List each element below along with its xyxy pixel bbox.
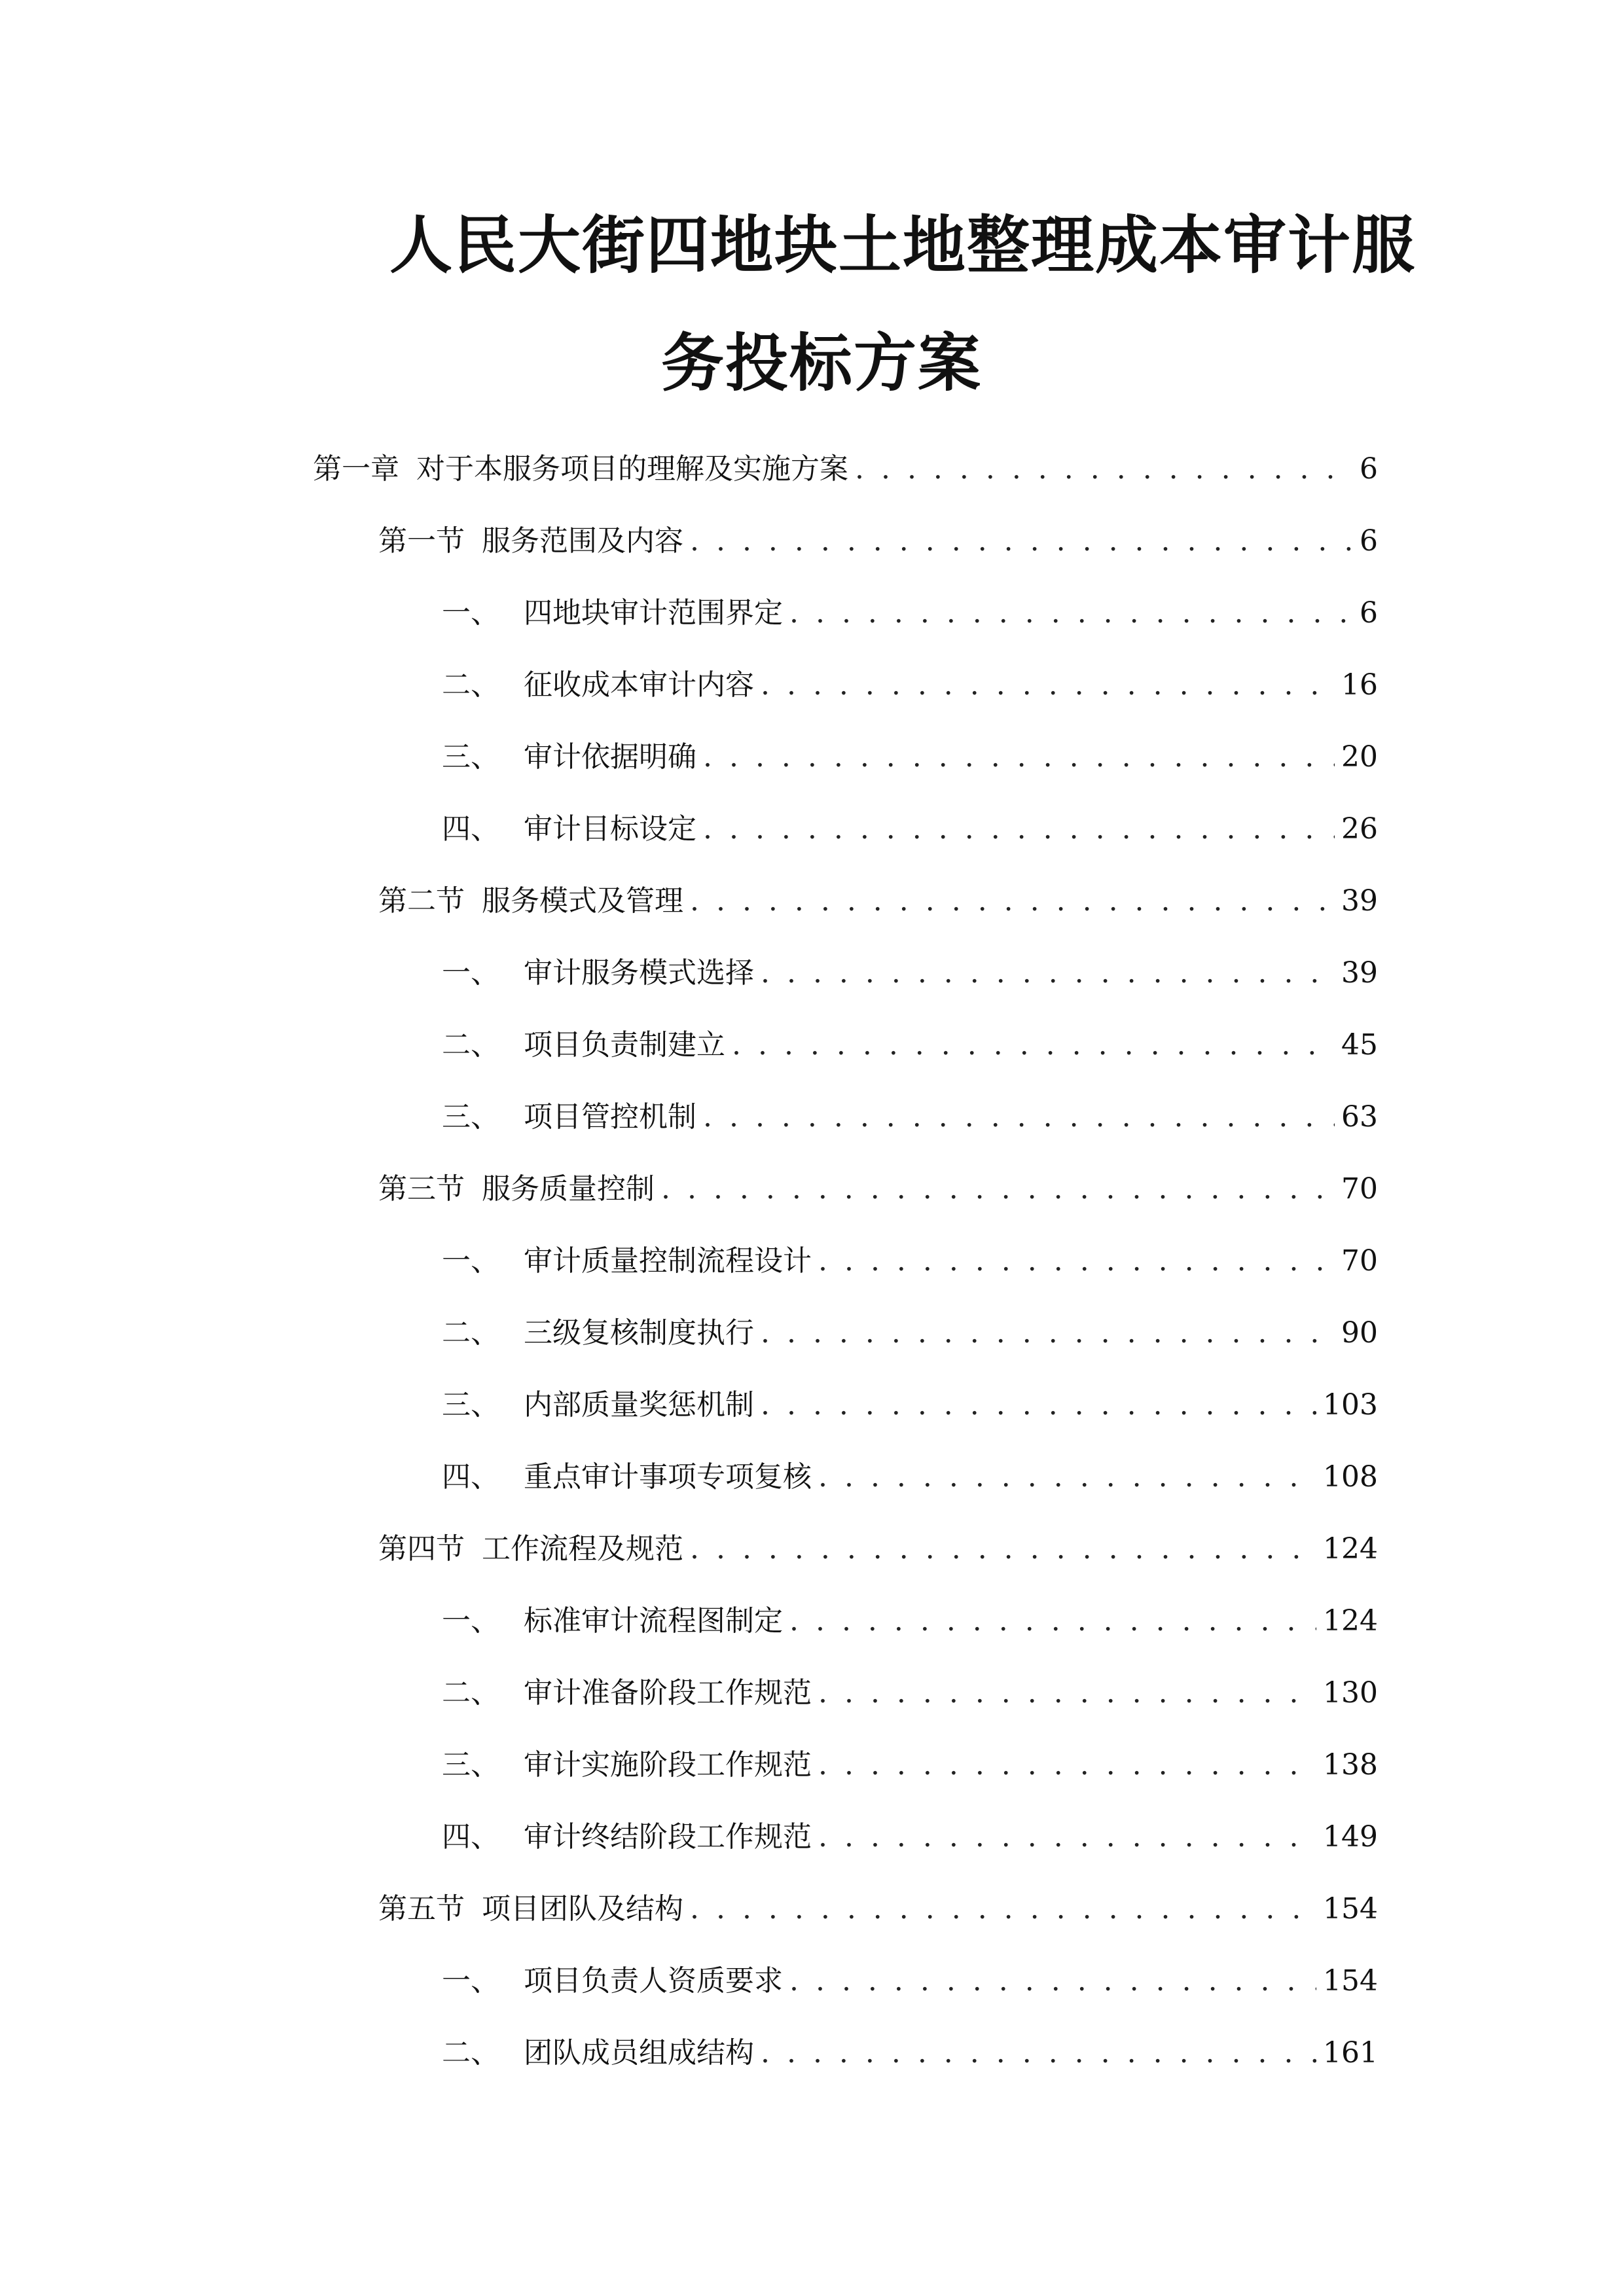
toc-entry-number: 一、 xyxy=(442,1244,499,1278)
toc-entry-item[interactable] xyxy=(0,592,1378,634)
toc-dot-leader xyxy=(761,2032,1316,2074)
toc-dot-leader xyxy=(818,1816,1316,1858)
toc-entry-title: 重点审计事项专项复核 xyxy=(524,1460,812,1494)
toc-entry-number: 三、 xyxy=(442,1748,499,1782)
toc-entry-number: 二、 xyxy=(442,668,499,702)
toc-entry-item[interactable] xyxy=(0,1240,1378,1282)
toc-entry-number: 一、 xyxy=(442,1964,499,1998)
toc-entry-number: 二、 xyxy=(442,1676,499,1710)
toc-entry-title: 服务模式及管理 xyxy=(482,884,683,918)
toc-page-number: 124 xyxy=(1323,1604,1378,1638)
toc-entry-item[interactable] xyxy=(0,1816,1378,1858)
toc-entry-number: 第二节 xyxy=(378,884,465,918)
toc-dot-leader xyxy=(703,736,1335,778)
toc-dot-leader xyxy=(761,952,1335,994)
toc-entry-item[interactable] xyxy=(0,1960,1378,2002)
toc-dot-leader xyxy=(818,1456,1316,1498)
toc-entry-item[interactable] xyxy=(0,2032,1378,2074)
toc-entry-item[interactable] xyxy=(0,1456,1378,1498)
toc-entry-number: 四、 xyxy=(442,1820,499,1854)
toc-entry-number: 第四节 xyxy=(378,1532,465,1566)
toc-entry-title: 服务范围及内容 xyxy=(482,524,683,558)
toc-entry-number: 三、 xyxy=(442,740,499,774)
toc-entry-title: 工作流程及规范 xyxy=(482,1532,683,1566)
toc-entry-title: 服务质量控制 xyxy=(482,1172,655,1206)
toc-entry-number: 一、 xyxy=(442,596,499,630)
toc-entry-item[interactable] xyxy=(0,1384,1378,1426)
title-line-2: 务投标方案 xyxy=(661,327,982,400)
toc-page-number: 70 xyxy=(1341,1244,1378,1278)
toc-entry-chapter-1[interactable] xyxy=(0,448,1378,490)
toc-dot-leader xyxy=(703,1096,1335,1138)
toc-entry-title: 团队成员组成结构 xyxy=(524,2036,754,2070)
toc-page-number: 63 xyxy=(1341,1100,1378,1134)
toc-entry-number: 四、 xyxy=(442,812,499,846)
toc-page-number: 26 xyxy=(1341,812,1378,846)
toc-page-number: 154 xyxy=(1323,1892,1378,1926)
toc-entry-item[interactable] xyxy=(0,664,1378,706)
toc-page-number: 124 xyxy=(1323,1532,1378,1566)
toc-page-number: 16 xyxy=(1341,668,1378,702)
toc-page-number: 130 xyxy=(1323,1676,1378,1710)
toc-page-number: 70 xyxy=(1341,1172,1378,1206)
toc-dot-leader xyxy=(855,448,1353,490)
toc-dot-leader xyxy=(703,808,1335,850)
toc-entry-section-4[interactable] xyxy=(0,1528,1378,1570)
toc-entry-section-3[interactable] xyxy=(0,1168,1378,1210)
toc-entry-title: 审计依据明确 xyxy=(524,740,696,774)
toc-entry-title: 三级复核制度执行 xyxy=(524,1316,754,1350)
toc-dot-leader xyxy=(818,1672,1316,1714)
toc-page-number: 90 xyxy=(1341,1316,1378,1350)
toc-entry-section-2[interactable] xyxy=(0,880,1378,922)
toc-entry-item[interactable] xyxy=(0,1096,1378,1138)
toc-page-number: 39 xyxy=(1341,956,1378,990)
toc-dot-leader xyxy=(732,1024,1335,1066)
toc-entry-number: 二、 xyxy=(442,2036,499,2070)
toc-dot-leader xyxy=(761,1312,1335,1354)
toc-dot-leader xyxy=(789,592,1353,634)
toc-entry-item[interactable] xyxy=(0,1024,1378,1066)
toc-page-number: 20 xyxy=(1341,740,1378,774)
toc-dot-leader xyxy=(789,1960,1316,2002)
toc-entry-title: 项目负责人资质要求 xyxy=(524,1964,783,1998)
toc-entry-title: 项目管控机制 xyxy=(524,1100,696,1134)
toc-entry-title: 四地块审计范围界定 xyxy=(524,596,783,630)
toc-entry-title: 对于本服务项目的理解及实施方案 xyxy=(416,452,848,486)
toc-page-number: 108 xyxy=(1323,1460,1378,1494)
toc-entry-title: 内部质量奖惩机制 xyxy=(524,1388,754,1422)
toc-dot-leader xyxy=(690,1528,1316,1570)
toc-dot-leader xyxy=(690,1888,1316,1930)
toc-page-number: 45 xyxy=(1341,1028,1378,1062)
toc-entry-number: 二、 xyxy=(442,1028,499,1062)
toc-entry-item[interactable] xyxy=(0,952,1378,994)
toc-entry-number: 三、 xyxy=(442,1100,499,1134)
toc-entry-title: 项目团队及结构 xyxy=(482,1892,683,1926)
toc-dot-leader xyxy=(761,664,1335,706)
toc-dot-leader xyxy=(818,1744,1316,1786)
toc-entry-section-1[interactable] xyxy=(0,520,1378,562)
toc-dot-leader xyxy=(661,1168,1335,1210)
toc-page-number: 138 xyxy=(1323,1748,1378,1782)
toc-dot-leader xyxy=(690,520,1353,562)
toc-entry-title: 项目负责制建立 xyxy=(524,1028,725,1062)
toc-entry-title: 审计质量控制流程设计 xyxy=(524,1244,812,1278)
toc-page-number: 149 xyxy=(1323,1820,1378,1854)
toc-entry-item[interactable] xyxy=(0,736,1378,778)
toc-page-number: 39 xyxy=(1341,884,1378,918)
toc-entry-item[interactable] xyxy=(0,808,1378,850)
toc-entry-number: 四、 xyxy=(442,1460,499,1494)
toc-dot-leader xyxy=(789,1600,1316,1642)
toc-entry-number: 二、 xyxy=(442,1316,499,1350)
toc-dot-leader xyxy=(818,1240,1335,1282)
toc-entry-number: 一、 xyxy=(442,1604,499,1638)
toc-entry-number: 一、 xyxy=(442,956,499,990)
toc-entry-title: 标准审计流程图制定 xyxy=(524,1604,783,1638)
toc-entry-number: 第五节 xyxy=(378,1892,465,1926)
toc-page-number: 154 xyxy=(1323,1964,1378,1998)
toc-entry-item[interactable] xyxy=(0,1744,1378,1786)
toc-entry-title: 审计终结阶段工作规范 xyxy=(524,1820,812,1854)
toc-entry-number: 第一章 xyxy=(313,452,399,486)
toc-page-number: 6 xyxy=(1360,524,1378,558)
toc-entry-number: 第三节 xyxy=(378,1172,465,1206)
toc-page-number: 6 xyxy=(1360,452,1378,486)
toc-page-number: 103 xyxy=(1323,1388,1378,1422)
toc-dot-leader xyxy=(761,1384,1316,1426)
toc-entry-item[interactable] xyxy=(0,1600,1378,1642)
toc-entry-title: 审计准备阶段工作规范 xyxy=(524,1676,812,1710)
toc-entry-title: 审计实施阶段工作规范 xyxy=(524,1748,812,1782)
toc-page-number: 161 xyxy=(1323,2036,1378,2070)
toc-entry-number: 三、 xyxy=(442,1388,499,1422)
title-line-1: 人民大街四地块土地整理成本审计服 xyxy=(389,209,1416,282)
toc-entry-title: 审计目标设定 xyxy=(524,812,696,846)
toc-dot-leader xyxy=(690,880,1335,922)
toc-entry-number: 第一节 xyxy=(378,524,465,558)
toc-entry-title: 征收成本审计内容 xyxy=(524,668,754,702)
toc-entry-item[interactable] xyxy=(0,1312,1378,1354)
toc-entry-item[interactable] xyxy=(0,1672,1378,1714)
toc-entry-title: 审计服务模式选择 xyxy=(524,956,754,990)
toc-entry-section-5[interactable] xyxy=(0,1888,1378,1930)
toc-page-number: 6 xyxy=(1360,596,1378,630)
